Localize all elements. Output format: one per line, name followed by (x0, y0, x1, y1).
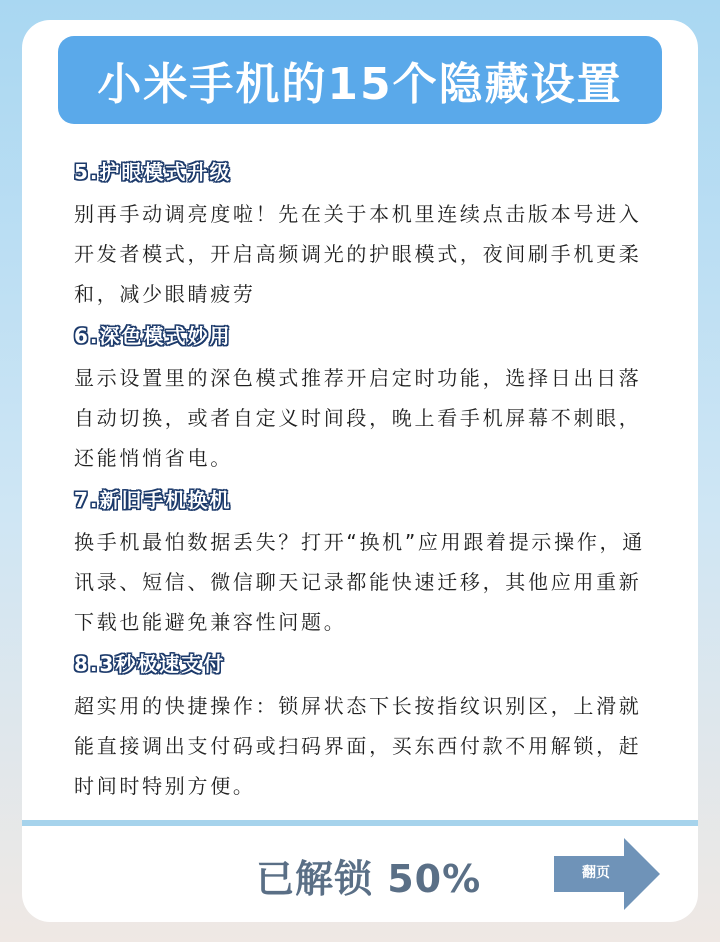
section-heading: 7.新旧手机换机 (74, 488, 232, 512)
tip-section-5 (74, 154, 654, 314)
page-title: 小米手机的15个隐藏设置 (58, 36, 662, 124)
section-heading: 8.3秒极速支付 (74, 652, 226, 676)
unlock-progress-text: 已解锁 50% (256, 857, 482, 901)
section-body: 显示设置里的深色模式推荐开启定时功能，选择日出日落自动切换，或者自定义时间段，晚上看手机屏幕不刺眼，还能悄悄省电。 (74, 366, 642, 470)
tip-section-7 (74, 482, 654, 642)
next-page-label: 翻页 (582, 865, 610, 881)
tip-section-8 (74, 646, 654, 806)
divider (22, 820, 698, 826)
section-body: 别再手动调亮度啦！先在关于本机里连续点击版本号进入开发者模式，开启高频调光的护眼模式，夜间刷手机更柔和，减少眼睛疲劳 (74, 202, 642, 306)
tips-list (74, 154, 654, 810)
next-page-button[interactable] (554, 838, 664, 910)
section-heading: 5.护眼模式升级 (74, 160, 232, 184)
section-heading: 6.深色模式妙用 (74, 324, 232, 348)
tip-section-6 (74, 318, 654, 478)
section-body: 换手机最怕数据丢失？打开“换机”应用跟着提示操作，通讯录、短信、微信聊天记录都能快速迁移，其他应用重新下载也能避免兼容性问题。 (74, 530, 645, 634)
section-body: 超实用的快捷操作：锁屏状态下长按指纹识别区，上滑就能直接调出支付码或扫码界面，买东西付款不用解锁，赶时间时特别方便。 (74, 694, 642, 798)
content-card (22, 20, 698, 922)
